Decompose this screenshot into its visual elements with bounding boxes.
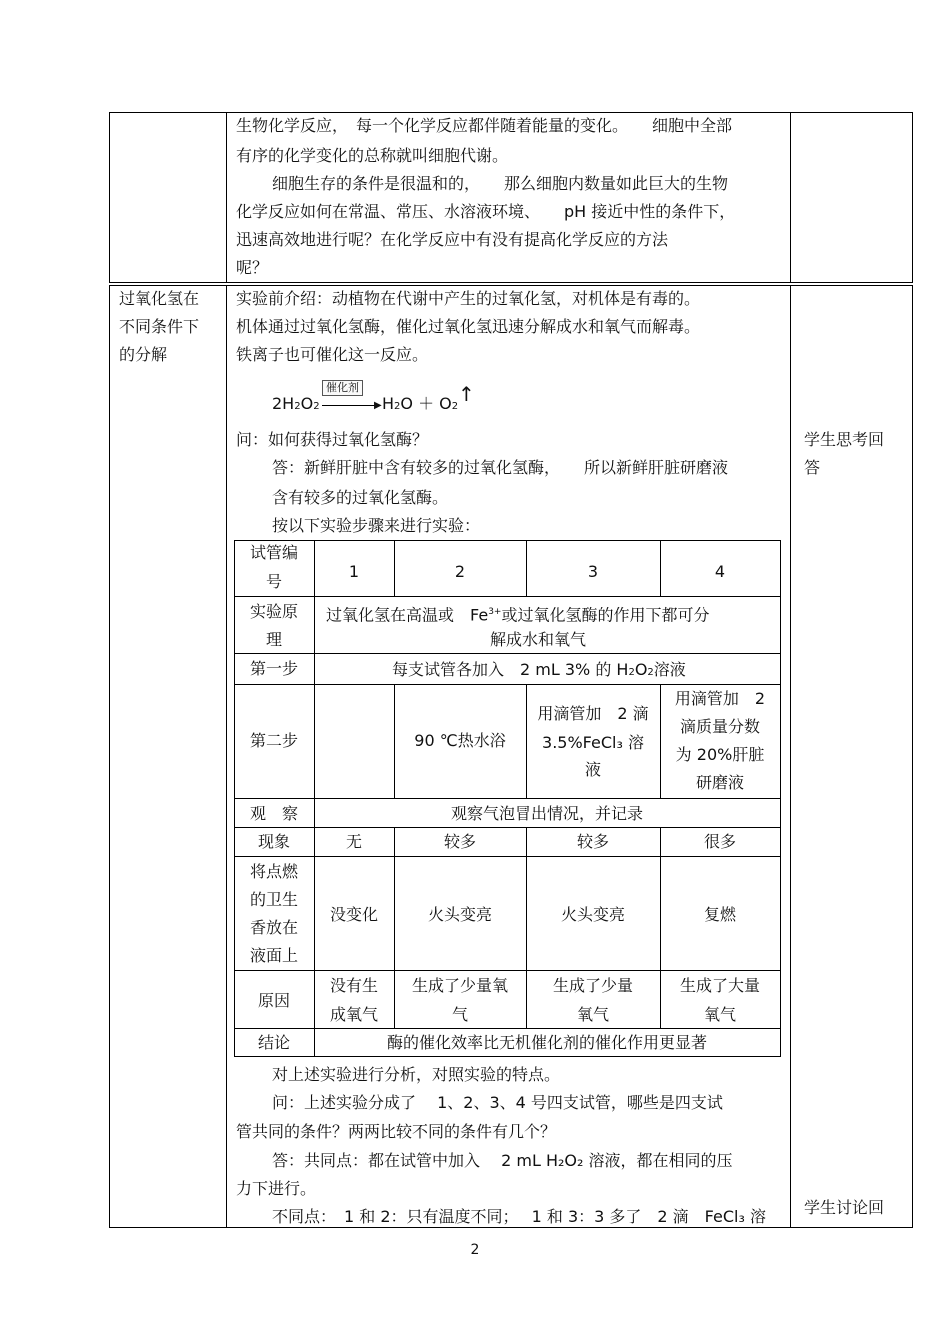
top-border	[109, 112, 913, 113]
row-line	[234, 684, 781, 685]
step2-col4: 研磨液	[695, 773, 744, 792]
col-border	[109, 285, 110, 1228]
analysis-line: 问：上述实验分成了 1、2、3、4 号四支试管，哪些是四支试	[272, 1093, 723, 1112]
analysis-line: 答：共同点：都在试管中加入 2 mL H₂O₂ 溶液，都在相同的压	[272, 1151, 733, 1170]
intro-line: 实验前介绍：动植物在代谢中产生的过氧化氢，对机体是有毒的。	[236, 289, 701, 308]
subscript: 2	[647, 667, 654, 678]
paragraph-line: 细胞生存的条件是很温和的， 那么细胞内数量如此巨大的生物	[272, 174, 729, 193]
incense-value: 复燃	[703, 905, 736, 924]
subscript: 2	[313, 401, 320, 412]
reactant: 2H	[272, 394, 295, 413]
analysis-line: 管共同的条件？两两比较不同的条件有几个？	[236, 1122, 557, 1141]
reason-value: 生成了大量	[679, 976, 760, 995]
section-title-line: 的分解	[119, 345, 168, 364]
page-number: 2	[470, 1242, 480, 1258]
incense-label: 液面上	[249, 946, 298, 965]
phenomenon-value: 较多	[576, 832, 609, 851]
reactant-o: O	[300, 394, 314, 413]
paragraph-line: 生物化学反应， 每一个化学反应都伴随着能量的变化。 细胞中全部	[236, 116, 733, 135]
incense-label: 将点燃	[249, 862, 298, 881]
tube-number: 1	[348, 562, 360, 581]
col-line	[660, 827, 661, 1029]
bottom-border	[109, 1227, 913, 1228]
step1-text-c: 溶液	[653, 660, 686, 679]
paragraph-line: 有序的化学变化的总称就叫细胞代谢。	[236, 146, 509, 165]
principle-label: 实验原	[249, 602, 298, 621]
row-line	[234, 798, 781, 799]
table-border	[234, 540, 781, 541]
incense-value: 没变化	[329, 905, 378, 924]
product-o: O ＋ O	[400, 394, 452, 413]
step1-label: 第一步	[249, 659, 298, 678]
tube-number: 4	[714, 562, 726, 581]
paragraph-line: 化学反应如何在常温、常压、水溶液环境、 pH 接近中性的条件下，	[236, 202, 736, 221]
col-border	[912, 112, 913, 283]
incense-label: 的卫生	[249, 890, 298, 909]
step2-col3: 液	[584, 760, 601, 779]
col-border	[226, 285, 227, 1228]
answer-line: 含有较多的过氧化氢酶。	[272, 488, 449, 507]
observe-text: 观察气泡冒出情况，并记录	[450, 804, 643, 823]
subscript: 2	[628, 667, 635, 678]
row-line	[234, 856, 781, 857]
step1-text-b: O	[634, 660, 648, 679]
intro-line: 铁离子也可催化这一反应。	[236, 345, 429, 364]
phenomenon-label: 现象	[257, 832, 290, 851]
step1-text-a: 每支试管各加入 2 mL 3% 的 H	[392, 660, 629, 679]
reason-value: 成氧气	[329, 1005, 378, 1024]
reason-value: 生成了少量氧	[411, 976, 508, 995]
row-line	[234, 970, 781, 971]
teacher-note: 答	[804, 458, 821, 477]
col-border	[109, 112, 110, 283]
subscript: 2	[394, 401, 401, 412]
reason-value: 没有生	[329, 976, 378, 995]
teacher-note: 学生思考回	[804, 430, 885, 449]
reason-value: 生成了少量	[552, 976, 633, 995]
paragraph-line: 呢？	[236, 258, 269, 277]
principle-label: 理	[265, 630, 282, 649]
incense-value: 火头变亮	[427, 905, 492, 924]
analysis-line: 力下进行。	[236, 1179, 317, 1198]
header-label: 试管编	[249, 543, 298, 562]
question-line: 问：如何获得过氧化氢酶？	[236, 430, 429, 449]
section-title-line: 不同条件下	[119, 317, 200, 336]
reason-value: 氧气	[576, 1005, 609, 1024]
principle-text-a: 过氧化氢在高温或 Fe	[326, 605, 489, 625]
analysis-line: 不同点： 1 和 2：只有温度不同； 1 和 3：3 多了 2 滴 FeCl₃ 溶	[272, 1207, 766, 1226]
conclusion-text: 酶的催化效率比无机催化剂的催化作用更显著	[386, 1033, 707, 1052]
incense-label: 香放在	[249, 918, 298, 937]
arrow-head-icon: ▶	[374, 400, 382, 411]
product: H	[382, 394, 395, 413]
phenomenon-value: 无	[345, 832, 362, 851]
table-border	[234, 1056, 781, 1057]
reason-value: 氧气	[703, 1005, 736, 1024]
intro-line: 机体通过过氧化氢酶，催化过氧化氢迅速分解成水和氧气而解毒。	[236, 317, 701, 336]
conclusion-label: 结论	[257, 1033, 290, 1052]
gas-up-arrow-icon: ↑	[458, 382, 475, 406]
catalyst-label: 催化剂	[322, 380, 363, 396]
step2-col2: 90 ℃热水浴	[414, 731, 506, 750]
row-line	[234, 827, 781, 828]
reaction-arrow-line	[322, 405, 380, 406]
row-line	[234, 596, 781, 597]
step1-text	[392, 660, 686, 683]
phenomenon-value: 很多	[703, 832, 736, 851]
step2-col4: 为 20%肝脏	[675, 745, 765, 764]
step2-col4: 滴质量分数	[679, 717, 760, 736]
col-border	[912, 285, 913, 1228]
col-border	[226, 112, 227, 283]
col-border	[790, 285, 791, 1228]
tube-number: 2	[454, 562, 466, 581]
col-line	[526, 827, 527, 1029]
step2-col4: 用滴管加 2	[674, 689, 766, 708]
observe-label: 观 察	[249, 804, 298, 823]
header-label: 号	[265, 572, 282, 591]
subscript: 2	[451, 401, 459, 412]
superscript: 3+	[488, 607, 502, 617]
row-line	[234, 1028, 781, 1029]
analysis-line: 对上述实验进行分析，对照实验的特点。	[272, 1065, 561, 1084]
row-line	[234, 653, 781, 654]
principle-text	[326, 602, 709, 625]
incense-value: 火头变亮	[560, 905, 625, 924]
instruction-line: 按以下实验步骤来进行实验：	[272, 516, 481, 535]
reason-label: 原因	[257, 991, 290, 1010]
subscript: 2	[294, 401, 301, 412]
principle-text-b: 或过氧化氢酶的作用下都可分	[501, 605, 710, 625]
reason-value: 气	[451, 1005, 468, 1024]
col-border	[790, 112, 791, 283]
step2-col3: 用滴管加 2 滴	[537, 704, 649, 723]
step2-col3: 3.5%FeCl₃ 溶	[542, 733, 644, 752]
top-border	[109, 285, 913, 286]
principle-text: 解成水和氧气	[490, 630, 587, 649]
section-title-line: 过氧化氢在	[119, 289, 200, 308]
answer-line: 答：新鲜肝脏中含有较多的过氧化氢酶， 所以新鲜肝脏研磨液	[272, 458, 729, 477]
col-line	[394, 827, 395, 1029]
phenomenon-value: 较多	[443, 832, 476, 851]
tube-number: 3	[587, 562, 599, 581]
teacher-note: 学生讨论回	[804, 1198, 885, 1217]
bottom-border	[109, 282, 913, 283]
paragraph-line: 迅速高效地进行呢？在化学反应中有没有提高化学反应的方法	[236, 230, 669, 249]
step2-label: 第二步	[249, 731, 298, 750]
